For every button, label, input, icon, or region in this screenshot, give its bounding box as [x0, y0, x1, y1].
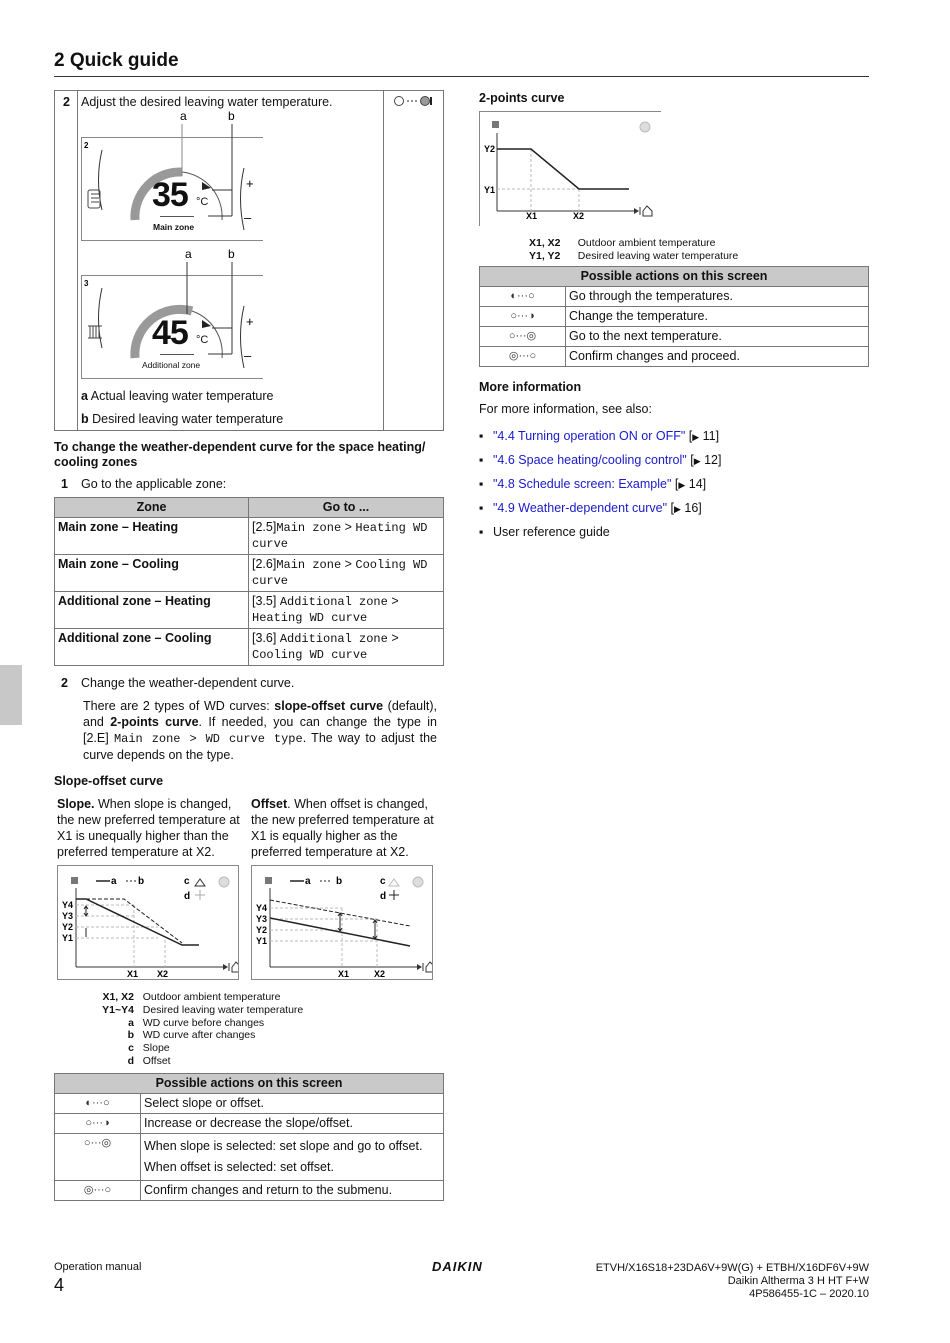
svg-text:b: b	[336, 876, 343, 887]
link-4-9[interactable]: "4.9 Weather-dependent curve"	[493, 501, 668, 515]
svg-text:Y2: Y2	[256, 925, 268, 935]
temperature-unit: °C	[196, 334, 209, 346]
screen-main-zone	[81, 110, 263, 241]
svg-text:b: b	[138, 876, 145, 887]
svg-text:–: –	[244, 210, 252, 225]
list-item: ▪ "4.6 Space heating/cooling control" [▶ 12]	[479, 453, 722, 467]
table-row: Additional zone – Cooling [3.6] Additional zone > Cooling WD curve	[55, 629, 444, 666]
svg-text:b: b	[228, 248, 235, 261]
temperature-value: 35	[152, 176, 188, 214]
radiator-icon	[88, 190, 100, 208]
wd-types-paragraph: There are 2 types of WD curves: slope-offset curve (default), and 2-points curve. If needed, you can change the type in [2.E] Main zone > WD curve type. The way to adjust the curve depends on the type.	[83, 699, 438, 762]
table-row: ◎···○ Confirm changes and return to the submenu.	[55, 1180, 444, 1200]
zone-label: Additional zone	[142, 360, 201, 370]
dial-turn-right-icon: ○···◑	[480, 307, 566, 327]
svg-text:X2: X2	[374, 969, 386, 979]
slope-chart	[57, 865, 239, 980]
svg-text:2: 2	[84, 141, 89, 150]
link-4-8[interactable]: "4.8 Schedule screen: Example"	[493, 477, 672, 491]
svg-text:X1: X1	[127, 969, 139, 979]
svg-text:Y4: Y4	[62, 900, 74, 910]
step-text: Adjust the desired leaving water temperature.	[81, 95, 333, 109]
two-points-chart	[479, 111, 661, 226]
step-number: 2	[63, 95, 70, 109]
list-item: ▪ "4.9 Weather-dependent curve" [▶ 16]	[479, 501, 702, 515]
slope-offset-legend: X1, X2 Outdoor ambient temperature Y1~Y4 Desired leaving water temperature a WD curve before changes b WD curve after changes c Slope d Offset	[102, 991, 304, 1067]
svg-text:X2: X2	[157, 969, 169, 979]
table-row: Main zone – Cooling [2.6]Main zone > Cooling WD curve	[55, 555, 444, 592]
link-4-4[interactable]: "4.4 Turning operation ON or OFF"	[493, 429, 686, 443]
title-rule	[54, 76, 869, 77]
list-item: ▪ "4.4 Turning operation ON or OFF" [▶ 11]	[479, 429, 720, 443]
table-row: Additional zone – Heating [3.5] Additional zone > Heating WD curve	[55, 592, 444, 629]
more-info-heading: More information	[479, 380, 582, 394]
svg-text:c: c	[184, 876, 190, 887]
svg-text:d: d	[184, 891, 191, 902]
temperature-value: 45	[152, 314, 188, 352]
svg-text:Y1: Y1	[484, 185, 496, 195]
table-row: ◐···○ Select slope or offset.	[55, 1093, 444, 1113]
dial-press-right-icon: ○···◎	[480, 327, 566, 347]
table-row: ○···◑ Increase or decrease the slope/offset.	[55, 1113, 444, 1133]
step2-line: 2 Change the weather-dependent curve.	[61, 676, 295, 690]
table-row: Main zone – Heating [2.5]Main zone > Heating WD curve	[55, 518, 444, 555]
dial-press-left-icon: ◎···○	[480, 347, 566, 367]
offset-description: Offset. When offset is changed, the new preferred temperature at X1 is equally higher as the preferred temperature at X2.	[251, 797, 434, 859]
svg-text:Y1: Y1	[62, 933, 74, 943]
dial-press-right-icon: ○···◎	[55, 1133, 141, 1180]
dial-turn-right-icon	[393, 94, 435, 111]
slope-offset-charts	[54, 865, 444, 980]
svg-text:Y3: Y3	[62, 911, 74, 921]
step1-text: Go to the applicable zone:	[81, 477, 227, 491]
step2-text: Change the weather-dependent curve.	[81, 676, 295, 690]
svg-text:b: b	[228, 110, 235, 123]
list-item: ▪ "4.8 Schedule screen: Example" [▶ 14]	[479, 477, 707, 491]
slope-offset-descriptions	[54, 796, 444, 860]
link-4-6[interactable]: "4.6 Space heating/cooling control"	[493, 453, 687, 467]
footer-model-info: ETVH/X16S18+23DA6V+9W(G) + ETBH/X16DF6V+9W Daikin Altherma 3 H HT F+W 4P586455-1C – 2020.10	[595, 1262, 869, 1300]
table-row: ◎···○ Confirm changes and proceed.	[480, 347, 869, 367]
temperature-unit: °C	[196, 196, 209, 208]
list-item: ▪ User reference guide	[479, 525, 610, 539]
svg-text:Y4: Y4	[256, 903, 268, 913]
daikin-logo: DAIKIN	[432, 1259, 483, 1274]
offset-chart	[251, 865, 433, 980]
two-points-actions-table: Possible actions on this screen ◐···○ Go through the temperatures. ○···◑ Change the temperature. ○···◎ Go to the next temperature. ◎···○ Confirm changes and proceed.	[479, 266, 869, 367]
svg-text:–: –	[244, 348, 252, 363]
page-number: 4	[54, 1275, 65, 1295]
slope-offset-heading: Slope-offset curve	[54, 774, 164, 788]
table-row: ◐···○ Go through the temperatures.	[480, 287, 869, 307]
svg-text:X1: X1	[526, 211, 538, 221]
svg-text:c: c	[380, 876, 386, 887]
svg-text:Y3: Y3	[256, 914, 268, 924]
svg-text:Y1: Y1	[256, 936, 268, 946]
svg-text:a: a	[185, 248, 192, 261]
svg-text:a: a	[180, 110, 187, 123]
zone-label: Main zone	[153, 222, 195, 232]
footer-manual: Operation manual	[54, 1261, 142, 1273]
svg-text:X1: X1	[338, 969, 350, 979]
table-row: ○···◑ Change the temperature.	[480, 307, 869, 327]
dial-press-left-icon: ◎···○	[55, 1180, 141, 1200]
more-info-list	[479, 425, 721, 544]
svg-text:a: a	[111, 876, 117, 887]
slope-description: Slope. When slope is changed, the new preferred temperature at X1 is unequally higher than the preferred temperature at X2.	[57, 797, 240, 859]
step2-box	[54, 90, 444, 431]
legend-b: b Desired leaving water temperature	[81, 412, 284, 426]
side-tab	[0, 665, 22, 725]
zone-table: Zone Go to ... Main zone – Heating [2.5]Main zone > Heating WD curve Main zone – Cooling [2.6]Main zone > Cooling WD curve Additional zone – Heating [3.5] Additional zone > Heating WD curve Additional zone – Cooling [3.6] Additional zone > Cooling WD curve	[54, 497, 444, 666]
svg-text:+: +	[246, 176, 254, 191]
svg-text:Y2: Y2	[62, 922, 74, 932]
left-column-flow	[54, 497, 444, 1201]
dial-turn-left-icon: ◐···○	[480, 287, 566, 307]
page-title: 2 Quick guide	[54, 50, 179, 71]
slope-offset-actions-table: Possible actions on this screen ◐···○ Select slope or offset. ○···◑ Increase or decrease the slope/offset. ○···◎ When slope is selected: set slope and go to offset. When offset is selected: set offset. ◎···○ Confirm changes and return to the submenu.	[54, 1073, 444, 1201]
table-row: ○···◎ Go to the next temperature.	[480, 327, 869, 347]
two-points-legend: X1, X2 Outdoor ambient temperature Y1, Y2 Desired leaving water temperature	[529, 237, 739, 262]
screen-additional-zone	[81, 248, 263, 379]
svg-text:3: 3	[84, 279, 89, 288]
svg-text:d: d	[380, 891, 387, 902]
svg-text:X2: X2	[573, 211, 585, 221]
table-row: ○···◎ When slope is selected: set slope and go to offset. When offset is selected: set offset.	[55, 1133, 444, 1180]
dial-turn-right-icon: ○···◑	[55, 1113, 141, 1133]
legend-a: a Actual leaving water temperature	[81, 389, 274, 403]
svg-text:a: a	[305, 876, 311, 887]
svg-text:Y2: Y2	[484, 144, 496, 154]
svg-text:+: +	[246, 314, 254, 329]
two-points-heading: 2-points curve	[479, 91, 565, 105]
wd-heading: To change the weather-dependent curve for the space heating/ cooling zones	[54, 440, 426, 469]
dial-turn-left-icon: ◐···○	[55, 1093, 141, 1113]
